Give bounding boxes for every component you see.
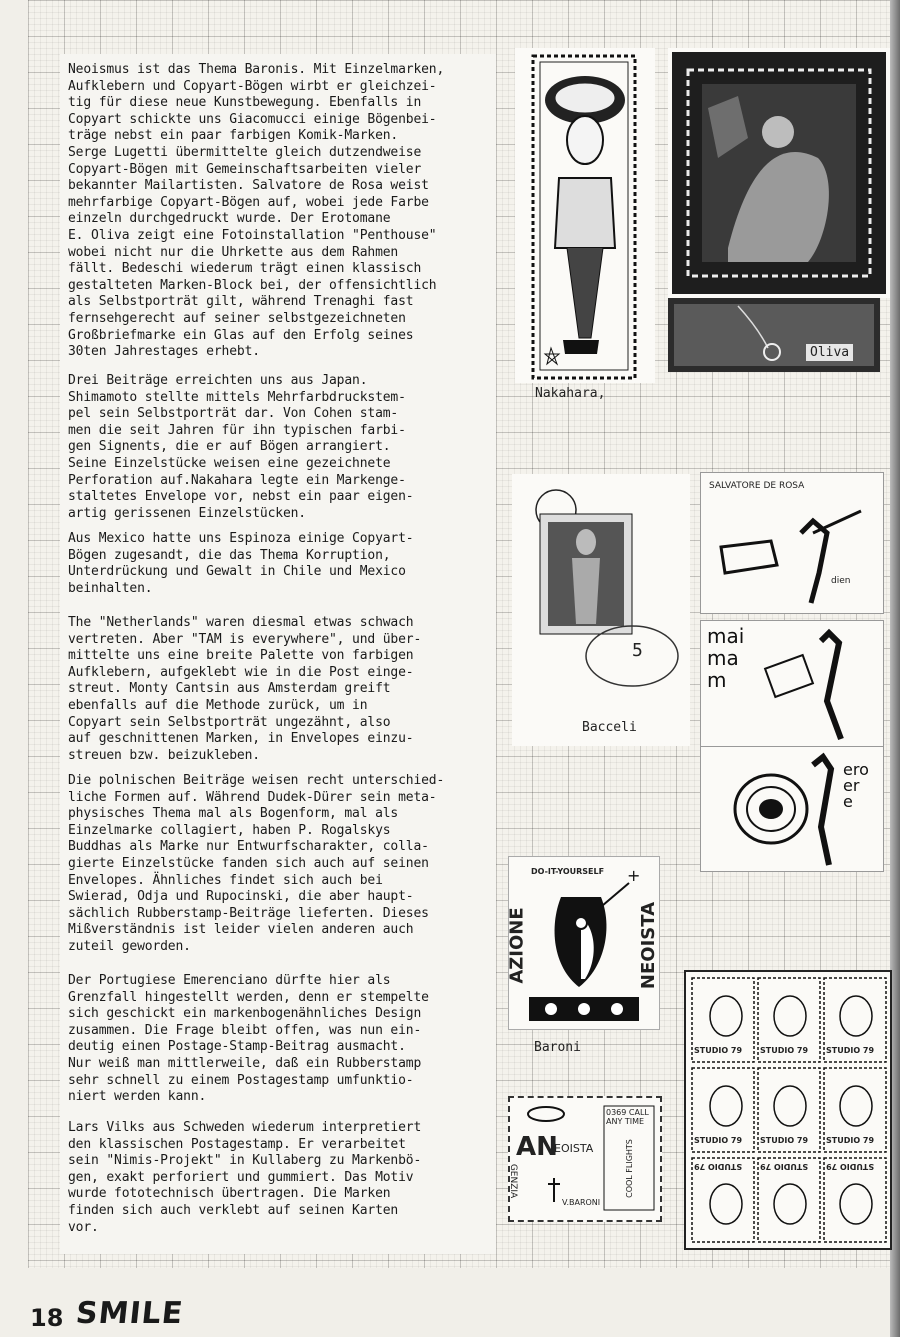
article-text-column <box>60 54 496 1254</box>
stamp-number: 5 <box>632 640 643 661</box>
svg-text:m: m <box>707 668 727 692</box>
studio79-label-2: STUDIO 79 <box>760 1046 809 1055</box>
oliva-photo-stamp-drawing <box>668 48 890 298</box>
caption-baroni: Baroni <box>534 1040 581 1055</box>
salvatore-figure-3 <box>701 747 883 871</box>
salvatore-stamp-2 <box>700 620 884 748</box>
studio79-label-6: STUDIO 79 <box>826 1136 875 1145</box>
paragraph-sweden: Lars Vilks aus Schweden wiederum interpretiert den klassischen Postagestamp. Er verarbeitet sein "Nimis-Projekt" in Kullaberg zu Markenbö- gen, exakt perforiert und gummiert. Das Motiv wurde fototechnisch übertragen. Die Marken finden sich auch verklebt auf seinen Karten vor. <box>68 1120 422 1235</box>
paragraph-poland: Die polnischen Beiträge weisen recht unterschied- liche Formen auf. Während Dudek-Dürer sein meta- physisches Thema mal als Bogenform, mal als Einzelmarke collagiert, haben P. Rogalskys Buddhas als Marke nur Entwurfscharakter, colla- gierte Einzelstücke fanden sich auch auf seinen Envelopes. Ähnliches findet sich auch bei Swierad, Odja und Rupocinski, die aber haupt- sächlich Rubberstamp-Beiträge lieferten. Dieses Mißverständnis ist leider vielen anderen auch zuteil geworden. <box>68 773 445 954</box>
studio79-label-4: STUDIO 79 <box>694 1136 743 1145</box>
paragraph-baroni: Neoismus ist das Thema Baronis. Mit Einzelmarken, Aufklebern und Copyart-Bögen wirbt er gleichzei- tig für diese neue Kunstbewegung. Ebenfalls in Copyart schickte uns Giacomucci einige Bögenbei- träge nebst ein paar farbigen Komik-Marken. Serge Lugetti übermittelte gleich dutzendweise Copyart-Bögen mit Gemeinschaftsarbeiten vieler bekannter Mailartisten. Salvatore de Rosa weist mehrfarbige Copyart-Bögen auf, wobei jede Farbe einzeln durchgedruckt wurde. Der Erotomane E. Oliva zeigt eine Fotoinstallation "Penthouse" wobei nicht nur die Uhrkette aus dem Rahmen fällt. Bedeschi wiederum trägt einen klassisch gestalteten Marken-Block bei, der offensichtlich als Selbstporträt gilt, während Trenaghi fast fernsehgerecht auf seiner selbstgezeichneten Großbriefmarke ein Glas auf den Erfolg seines 30ten Jahrestages erhebt. <box>68 62 445 360</box>
salvatore-stamp-3 <box>700 746 884 872</box>
svg-text:mai: mai <box>707 624 745 648</box>
magazine-logo: SMILE <box>74 1296 186 1331</box>
svg-text:e: e <box>843 792 853 811</box>
nakahara-panel <box>515 48 655 401</box>
svg-text:dien: dien <box>831 576 851 586</box>
salvatore-stamp-1 <box>700 472 884 614</box>
studio79-label-9: STUDIO 79 <box>826 1162 875 1171</box>
azione-neoista-stamp <box>508 856 660 1030</box>
svg-text:er: er <box>843 776 860 795</box>
svg-text:ma: ma <box>707 646 739 670</box>
v-baroni-label: V.BARONI <box>562 1198 601 1207</box>
caption-oliva: Oliva <box>806 344 853 361</box>
caption-nakahara: Nakahara, <box>535 386 606 401</box>
studio79-stamp-sheet <box>684 970 892 1250</box>
studio79-label-1: STUDIO 79 <box>694 1046 743 1055</box>
genzia-label: GENZIA <box>508 1163 519 1199</box>
nakahara-stamp-drawing <box>515 48 655 383</box>
paragraph-mexico: Aus Mexico hatte uns Espinoza einige Copyart- Bögen zugesandt, die das Thema Korruption, Unterdrückung und Gewalt in Chile und Mexico beinhalten. <box>68 531 414 596</box>
salvatore-figure-2 <box>701 621 883 747</box>
studio79-label-5: STUDIO 79 <box>760 1136 809 1145</box>
do-it-yourself-label: DO-IT-YOURSELF <box>531 867 605 876</box>
paragraph-portugal: Der Portugiese Emerenciano dürfte hier als Grenzfall hingestellt werden, denn er stempelte sich geschickt ein markenbogenähnliches Design zusammen. Die Frage bleibt offen, was nun ein- deutig einen Postage-Stamp-Beitrag ausmacht. Nur weiß man mittlerweile, daß ein Rubberstamp sehr schnell zu einem Postagestamp umfunktio- niert werden kann. <box>68 973 429 1105</box>
bacceli-panel <box>512 474 690 746</box>
cool-flights-label: COOL FLIGHTS <box>624 1139 634 1198</box>
salvatore-label: SALVATORE DE ROSA <box>709 481 805 491</box>
svg-text:+: + <box>627 866 641 885</box>
paragraph-japan: Drei Beiträge erreichten uns aus Japan. Shimamoto stellte mittels Mehrfarbdruckstem- pel sein Selbstporträt dar. Von Cohen stam- men die seit Jahren für ihn typischen farbi- gen Signents, die er auf Bögen arrangiert. Seine Einzelstücke weisen eine gezeichnete Perforation auf.Nakahara legte ein Markenge- staltetes Envelope vor, nebst ein paar eigen- artig gerissenen Einzelstücken. <box>68 373 414 521</box>
an-eoista-stamp <box>508 1096 662 1222</box>
caption-bacceli: Bacceli <box>582 720 637 735</box>
oliva-stamp-penthouse <box>668 48 890 298</box>
studio79-label-7: STUDIO 79 <box>694 1162 743 1171</box>
azione-label: AZIONE <box>506 907 528 984</box>
page-number: 18 <box>30 1304 64 1332</box>
neoista-face-drawing <box>506 857 659 1029</box>
an-label: AN <box>516 1132 558 1162</box>
paragraph-netherlands: The "Netherlands" waren diesmal etwas schwach vertreten. Aber "TAM is everywhere", und über- mittelte uns eine breite Palette von farbigen Aufklebern, aufgeklebt wie in die Post einge- streut. Monty Cantsin aus Amsterdam greift ebenfalls auf die Methode zurück, um in Copyart sein Selbstporträt ungezähnt, also auf geschnittenen Marken, in Envelopes einzu- streuen bzw. beizukleben. <box>68 615 422 763</box>
salvatore-figure-1 <box>701 473 883 613</box>
studio79-label-3: STUDIO 79 <box>826 1046 875 1055</box>
call-any-time-label: 0369 CALL ANY TIME <box>606 1108 649 1126</box>
svg-text:ero: ero <box>843 760 869 779</box>
studio79-label-8: STUDIO 79 <box>760 1162 809 1171</box>
studio79-faces-drawing <box>686 972 890 1248</box>
neoista-label: NEOISTA <box>638 901 660 990</box>
oliva-stamp-watch <box>668 298 880 372</box>
eoista-label: EOISTA <box>554 1142 594 1155</box>
bacceli-envelope-drawing <box>512 474 690 704</box>
